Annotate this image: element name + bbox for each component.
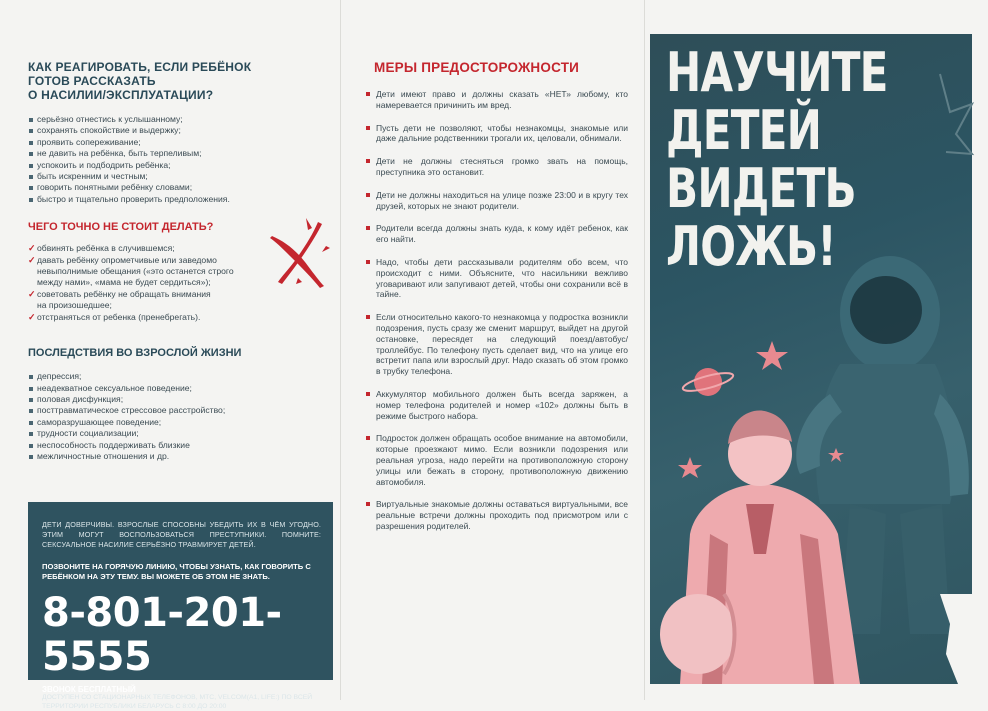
list-item: Дети не должны стесняться громко звать на помощь, преступника это остановит. <box>366 156 628 178</box>
fold-line-left <box>340 0 341 700</box>
dont-do-heading: ЧЕГО ТОЧНО НЕ СТОИТ ДЕЛАТЬ? <box>28 221 214 234</box>
star-icon <box>678 457 702 478</box>
list-item: быть искренним и честным; <box>28 171 328 182</box>
red-cross-icon <box>268 218 330 288</box>
check-mark-icon: ✓ <box>28 254 36 265</box>
poster-panel <box>650 34 972 684</box>
hotline-call-text: ПОЗВОНИТЕ НА ГОРЯЧУЮ ЛИНИЮ, ЧТОБЫ УЗНАТЬ, КАК ГОВОРИТЬ С РЕБЁНКОМ НА ЭТУ ТЕМУ. ВЫ МОЖЕТЕ ОБ ЭТОМ НЕ ЗНАТЬ. <box>42 562 311 582</box>
list-item: Дети не должны находиться на улице позже 23:00 и в кругу тех друзей, которых не знают родители. <box>366 190 628 212</box>
list-item: Дети имеют право и должны сказать «НЕТ» любому, кто намеревается причинить им вред. <box>366 89 628 111</box>
list-item: депрессия; <box>28 371 328 382</box>
list-item: говорить понятными ребёнку словами; <box>28 182 328 193</box>
list-item: Надо, чтобы дети рассказывали родителям обо всем, что происходит с ними. Объясните, что насильники вежливо уговаривают или запугивают детей, чтобы они сохранили всё в тайне. <box>366 257 628 300</box>
list-item: проявить сопереживание; <box>28 137 328 148</box>
list-item: трудности социализации; <box>28 428 328 439</box>
list-item: посттравматическое стрессовое расстройство; <box>28 405 328 416</box>
list-item: ✓ отстраняться от ребенка (пренебрегать). <box>28 311 201 322</box>
list-item-continuation: межличностные отношения и др. <box>28 451 328 462</box>
list-item-continuation: на произошедшее; <box>37 300 112 311</box>
star-outline-icon <box>940 74 972 154</box>
how-to-react-heading: КАК РЕАГИРОВАТЬ, ЕСЛИ РЕБЁНОК ГОТОВ РАССКАЗАТЬ О НАСИЛИИ/ЭКСПЛУАТАЦИИ? <box>28 60 252 102</box>
list-item: Родители всегда должны знать куда, к кому идёт ребенок, как его найти. <box>366 223 628 245</box>
list-item: Подросток должен обращать особое внимание на автомобили, которые проезжают мимо. Если возникли подозрения или реальная угроза, надо перейти на противоположную сторону улицы или бежать в сторону, противоположную движению автомобиля. <box>366 433 628 487</box>
hotline-free-label: ЗВОНОК БЕСПЛАТНЫЙ <box>42 684 136 694</box>
list-item: половая дисфункция; <box>28 394 328 405</box>
list-item: ✓ обвинять ребёнка в случившемся; <box>28 243 175 254</box>
list-item: Если относительно какого-то незнакомца у подростка возникли подозрения, пусть сразу же сменит маршрут, выйдет на другой остановке, пересядет на следующий поезд/автобус/троллейбус. По телефону пусть сделает вид, что на улице его встретит папа или взрослый друг. Надо сказать об этом громко в трубку телефона. <box>366 312 628 377</box>
list-item: сохранять спокойствие и выдержку; <box>28 125 328 136</box>
list-item: Виртуальные знакомые должны оставаться виртуальными, все реальные встречи должны проходить под присмотром или с разрешения родителей. <box>366 499 628 531</box>
list-item: серьёзно отнестись к услышанному; <box>28 114 328 125</box>
list-item: саморазрушающее поведение; <box>28 417 328 428</box>
torn-paper-edge <box>940 594 972 684</box>
consequences-list <box>28 371 328 462</box>
how-to-react-list <box>28 114 328 205</box>
check-mark-icon: ✓ <box>28 288 36 299</box>
hotline-phone-number: 8-801-201-5555 <box>42 589 282 680</box>
fold-line-right <box>644 0 645 700</box>
precautions-heading: МЕРЫ ПРЕДОСТОРОЖНОСТИ <box>374 60 580 75</box>
list-item: Аккумулятор мобильного должен быть всегда заряжен, а номер телефона родителей и номер «102» должны быть в режиме быстрого набора. <box>366 389 628 421</box>
middle-panel <box>366 60 628 544</box>
planet-icon <box>681 368 734 396</box>
hotline-warning: ДЕТИ ДОВЕРЧИВЫ. ВЗРОСЛЫЕ СПОСОБНЫ УБЕДИТЬ ИХ В ЧЁМ УГОДНО. ЭТИМ МОГУТ ВОСПОЛЬЗОВАТЬСЯ ПРЕСТУПНИКИ. ПОМНИТЕ: СЕКСУАЛЬНОЕ НАСИЛИЕ СЕРЬЁЗНО ТРАВМИРУЕТ ДЕТЕЙ. <box>42 520 321 549</box>
list-item: неадекватное сексуальное поведение; <box>28 383 328 394</box>
list-item: ✓ давать ребёнку опрометчивые или заведомо <box>28 254 217 265</box>
list-item: ✓ советовать ребёнку не обращать внимания <box>28 288 211 299</box>
list-item: успокоить и подбодрить ребёнка; <box>28 160 328 171</box>
list-item: не давить на ребёнка, быть терпеливым; <box>28 148 328 159</box>
consequences-heading: ПОСЛЕДСТВИЯ ВО ВЗРОСЛОЙ ЖИЗНИ <box>28 347 242 360</box>
list-item-continuation: между нами», «мама не будет сердиться»); <box>37 277 211 288</box>
check-mark-icon: ✓ <box>28 311 36 322</box>
list-item: Пусть дети не позволяют, чтобы незнакомцы, знакомые или даже дальние родственники трогали их, целовали, обнимали. <box>366 123 628 145</box>
list-item: неспособность поддерживать близкие <box>28 440 328 451</box>
poster-title: НАУЧИТЕ ДЕТЕЙ ВИДЕТЬ ЛОЖЬ! <box>666 41 888 278</box>
precautions-list <box>366 89 628 532</box>
list-item: быстро и тщательно проверить предположения. <box>28 194 328 205</box>
star-icon <box>756 341 788 370</box>
hotline-availability: ДОСТУПЕН СО СТАЦИОНАРНЫХ ТЕЛЕФОНОВ, МТС, VELCOM(A1, LIFE:) ПО ВСЕЙ ТЕРРИТОРИИ РЕСПУБЛИКИ БЕЛАРУСЬ С 8:00 ДО 20:00 <box>42 693 313 710</box>
list-item-continuation: невыполнимые обещания («это останется строго <box>37 266 234 277</box>
hotline-box <box>28 502 333 710</box>
check-mark-icon: ✓ <box>28 243 36 254</box>
